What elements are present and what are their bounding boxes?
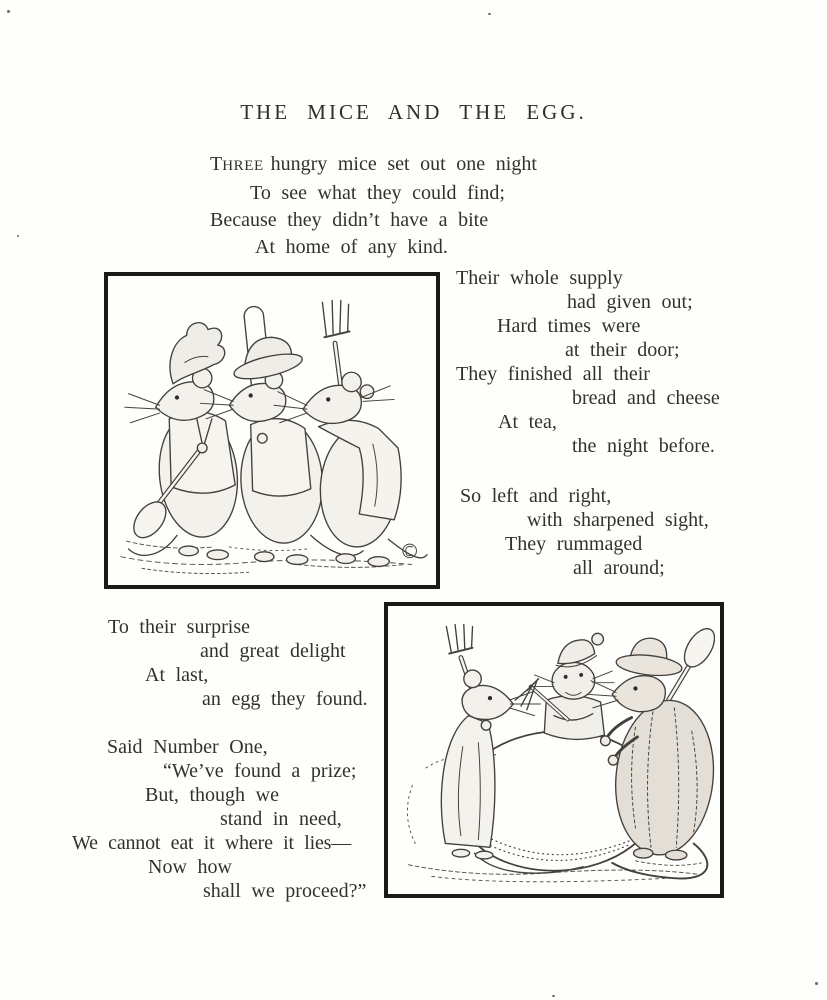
stanza bbox=[72, 615, 368, 711]
poem-line: with sharpened sight, bbox=[527, 509, 709, 531]
poem-line: Their whole supply bbox=[456, 267, 623, 289]
poem-line: at their door; bbox=[565, 339, 680, 361]
poem-line: At tea, bbox=[498, 411, 557, 433]
right-column bbox=[456, 266, 720, 580]
poem-line: “We’ve found a prize; bbox=[163, 760, 357, 782]
small-caps: HREE bbox=[222, 158, 264, 174]
poem-line: had given out; bbox=[567, 291, 693, 313]
poem-line: shall we proceed?” bbox=[203, 880, 367, 902]
stanza bbox=[456, 266, 720, 458]
poem-line: all around; bbox=[573, 557, 665, 579]
poem-line: and great delight bbox=[200, 640, 346, 662]
bottom-left-column bbox=[72, 615, 368, 903]
poem-line: Now how bbox=[148, 856, 232, 878]
scan-speck bbox=[7, 10, 10, 13]
scan-speck bbox=[815, 982, 818, 985]
poem-line: To see what they could find; bbox=[250, 182, 505, 204]
poem-line: They rummaged bbox=[505, 533, 643, 555]
mice-egg-illustration bbox=[393, 611, 715, 889]
poem-line: They finished all their bbox=[456, 363, 650, 385]
poem-title: THE MICE AND THE EGG. bbox=[240, 100, 587, 124]
poem-line: an egg they found. bbox=[202, 688, 368, 710]
poem-line bbox=[210, 151, 537, 180]
opening-stanza bbox=[210, 151, 537, 261]
poem-line: stand in need, bbox=[220, 808, 342, 830]
poem-line: At home of any kind. bbox=[255, 236, 448, 258]
illustration-three-mice-frame bbox=[104, 272, 440, 589]
stanza bbox=[72, 735, 368, 903]
poem-line: bread and cheese bbox=[572, 387, 720, 409]
poem-line: Hard times were bbox=[497, 315, 641, 337]
poem-line: At last, bbox=[145, 664, 209, 686]
poem-line: So left and right, bbox=[460, 485, 612, 507]
poem-line: We cannot eat it where it lies— bbox=[72, 832, 352, 854]
scan-speck bbox=[17, 235, 19, 237]
line-text: hungry mice set out one night bbox=[270, 153, 537, 175]
stanza bbox=[456, 484, 720, 580]
poem-line: But, though we bbox=[145, 784, 279, 806]
poem-line: the night before. bbox=[572, 435, 715, 457]
three-mice-illustration bbox=[113, 281, 431, 580]
drop-initial: T bbox=[210, 153, 223, 175]
scan-speck bbox=[488, 13, 491, 15]
poem-line: To their surprise bbox=[108, 616, 250, 638]
illustration-mice-egg-frame bbox=[384, 602, 724, 898]
poem-line: Because they didn’t have a bite bbox=[210, 209, 489, 231]
poem-line: Said Number One, bbox=[107, 736, 268, 758]
scan-speck bbox=[552, 995, 555, 997]
